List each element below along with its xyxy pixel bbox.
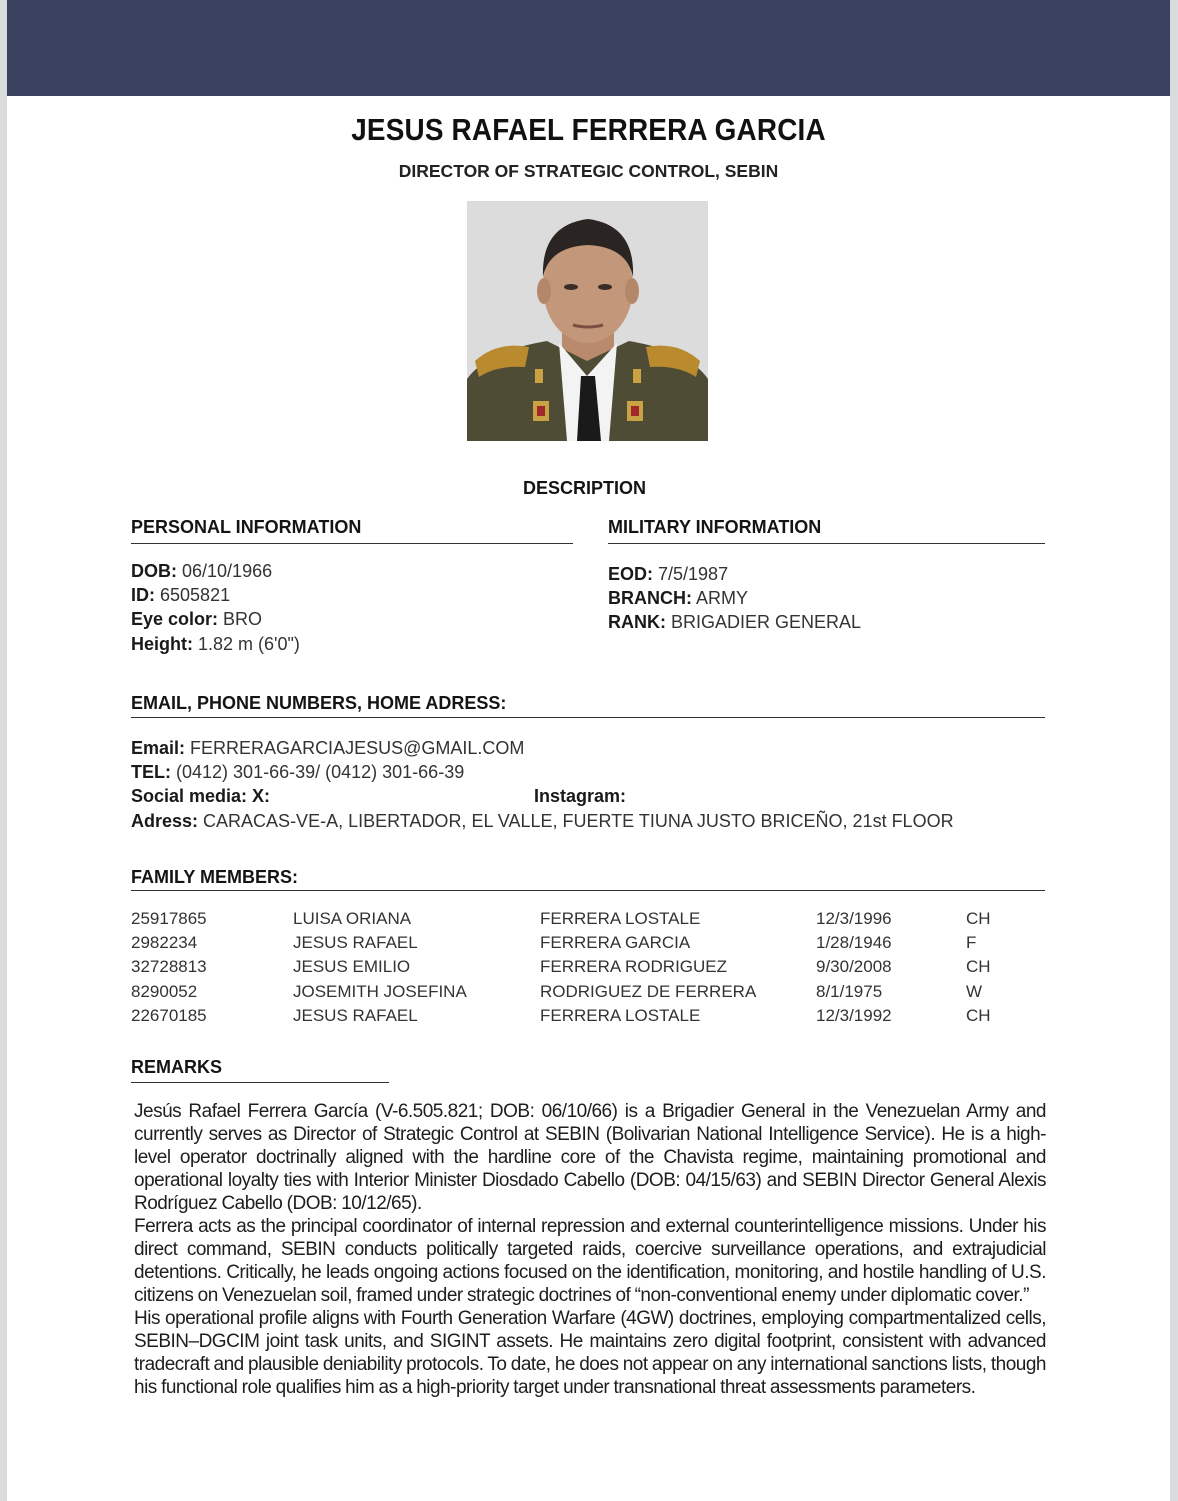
eod-line xyxy=(608,562,728,586)
branch-label: BRANCH: xyxy=(608,588,692,608)
family-relation: F xyxy=(966,933,977,952)
family-given-names: JESUS RAFAEL xyxy=(293,1006,418,1025)
family-dob: 9/30/2008 xyxy=(816,957,892,976)
email-label: Email: xyxy=(131,738,186,758)
family-given-names: JOSEMITH JOSEFINA xyxy=(293,982,467,1001)
contact-heading: EMAIL, PHONE NUMBERS, HOME ADRESS: xyxy=(131,693,507,713)
email-value: FERRERAGARCIAJESUS@GMAIL.COM xyxy=(190,738,525,758)
eod-value: 7/5/1987 xyxy=(658,564,729,584)
family-dob: 12/3/1996 xyxy=(816,909,892,928)
family-heading: FAMILY MEMBERS: xyxy=(131,867,299,887)
id-value: 6505821 xyxy=(160,585,231,605)
tel-value: (0412) 301-66-39/ (0412) 301-66-39 xyxy=(176,762,465,782)
instagram-line xyxy=(534,784,626,808)
tel-line xyxy=(131,760,464,784)
family-relation: CH xyxy=(966,957,991,976)
document-page xyxy=(7,0,1170,1501)
military-info-divider xyxy=(608,543,1045,544)
family-row xyxy=(131,982,1031,1006)
address-label: Adress: xyxy=(131,811,199,831)
eod-label: EOD: xyxy=(608,564,653,584)
family-surnames: FERRERA LOSTALE xyxy=(540,909,701,928)
remarks-paragraph: His operational profile aligns with Fourth Generation Warfare (4GW) doctrines, employing compartmentalized cells, SEBIN–DGCIM joint task units, and SIGINT assets. He maintains zero digital footprint, consistent with advanced tradecraft and plausible deniability protocols. To date, he does not appear on any international sanctions lists, though his functional role qualifies him as a high-priority target under transnational threat assessments parameters. xyxy=(134,1308,1046,1398)
email-line xyxy=(131,736,524,760)
social-media-line xyxy=(131,784,270,808)
subject-name: JESUS RAFAEL FERRERA GARCIA xyxy=(351,112,826,147)
remarks-divider xyxy=(131,1082,389,1083)
family-relation: CH xyxy=(966,1006,991,1025)
portrait-illustration xyxy=(467,201,708,441)
family-row xyxy=(131,933,1031,957)
portrait-photo xyxy=(467,201,708,441)
address-value: CARACAS-VE-A, LIBERTADOR, EL VALLE, FUERTE TIUNA JUSTO BRICEÑO, 21st FLOOR xyxy=(203,811,954,831)
height-label: Height: xyxy=(131,634,193,654)
branch-line xyxy=(608,586,748,610)
eye-color-value: BRO xyxy=(223,609,263,629)
dob-value: 06/10/1966 xyxy=(182,561,273,581)
family-dob: 1/28/1946 xyxy=(816,933,892,952)
family-id: 2982234 xyxy=(131,933,198,952)
rank-label: RANK: xyxy=(608,612,666,632)
family-surnames: FERRERA GARCIA xyxy=(540,933,691,952)
remarks-paragraph: Jesús Rafael Ferrera García (V-6.505.821; DOB: 06/10/66) is a Brigadier General in the Venezuelan Army and currently serves as Director of Strategic Control at SEBIN (Bolivarian National Intelligence Service). He is a high-level operator doctrinally aligned with the hardline core of the Chavista regime, maintaining promotional and operational loyalty ties with Interior Minister Diosdado Cabello (DOB: 04/15/63) and SEBIN Director General Alexis Rodríguez Cabello (DOB: 10/12/65). xyxy=(134,1101,1046,1214)
subject-title: DIRECTOR OF STRATEGIC CONTROL, SEBIN xyxy=(398,161,779,181)
height-line xyxy=(131,632,300,656)
family-row xyxy=(131,1006,1031,1030)
personal-info-divider xyxy=(131,543,573,544)
family-row xyxy=(131,909,1031,933)
family-relation: CH xyxy=(966,909,991,928)
family-id: 22670185 xyxy=(131,1006,207,1025)
address-line xyxy=(131,809,954,833)
description-heading: DESCRIPTION xyxy=(523,478,647,498)
contact-divider xyxy=(131,717,1045,718)
family-divider xyxy=(131,890,1045,891)
military-info-heading: MILITARY INFORMATION xyxy=(608,517,822,537)
height-value: 1.82 m (6'0") xyxy=(198,634,300,654)
rank-value: BRIGADIER GENERAL xyxy=(671,612,862,632)
family-dob: 12/3/1992 xyxy=(816,1006,892,1025)
family-surnames: RODRIGUEZ DE FERRERA xyxy=(540,982,757,1001)
family-relation: W xyxy=(966,982,983,1001)
remarks-body xyxy=(134,1100,1046,1399)
remarks-paragraph: Ferrera acts as the principal coordinator of internal repression and external counterintelligence missions. Under his direct command, SEBIN conducts politically targeted raids, coercive surveillance operations, and extrajudicial detentions. Critically, he leads ongoing actions focused on the identification, monitoring, and hostile handling of U.S. citizens on Venezuelan soil, framed under strategic doctrines of “non-conventional enemy under diplomatic cover.” xyxy=(134,1216,1046,1306)
id-label: ID: xyxy=(131,585,155,605)
family-id: 8290052 xyxy=(131,982,198,1001)
remarks-heading: REMARKS xyxy=(131,1057,223,1077)
family-given-names: LUISA ORIANA xyxy=(293,909,412,928)
family-id: 25917865 xyxy=(131,909,207,928)
instagram-label: Instagram: xyxy=(534,786,627,806)
id-line xyxy=(131,583,230,607)
family-row xyxy=(131,957,1031,981)
header-banner xyxy=(7,0,1170,96)
rank-line xyxy=(608,610,861,634)
family-surnames: FERRERA RODRIGUEZ xyxy=(540,957,728,976)
family-given-names: JESUS RAFAEL xyxy=(293,933,418,952)
social-media-label: Social media: X: xyxy=(131,786,271,806)
eye-color-label: Eye color: xyxy=(131,609,219,629)
family-given-names: JESUS EMILIO xyxy=(293,957,411,976)
family-id: 32728813 xyxy=(131,957,207,976)
family-dob: 8/1/1975 xyxy=(816,982,883,1001)
dob-line xyxy=(131,559,272,583)
eye-color-line xyxy=(131,607,262,631)
tel-label: TEL: xyxy=(131,762,171,782)
personal-info-heading: PERSONAL INFORMATION xyxy=(131,517,362,537)
family-surnames: FERRERA LOSTALE xyxy=(540,1006,701,1025)
branch-value: ARMY xyxy=(696,588,749,608)
dob-label: DOB: xyxy=(131,561,177,581)
